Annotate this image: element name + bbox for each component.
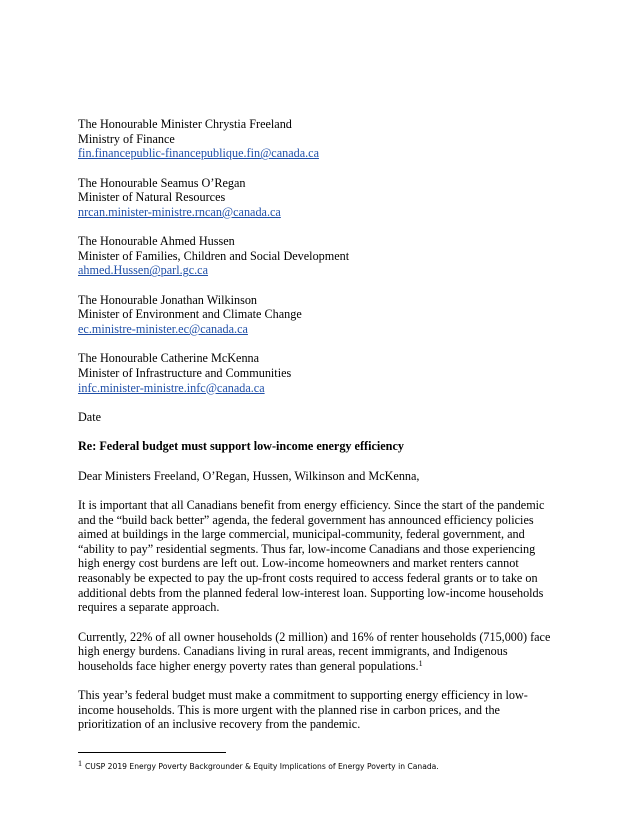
- recipient-email-link[interactable]: infc.minister-ministre.infc@canada.ca: [78, 380, 265, 395]
- date-line: Date: [78, 409, 102, 424]
- paragraph-line: high energy burdens. Canadians living in rural areas, recent immigrants, and Indigenous: [78, 644, 508, 659]
- paragraph-line: “ability to pay” residential segments. Thus far, low-income Canadians and those experiencing: [78, 541, 536, 556]
- footnote-marker: 1: [78, 759, 82, 768]
- footnote-text: CUSP 2019 Energy Poverty Backgrounder & Equity Implications of Energy Poverty in Canada.: [85, 762, 439, 771]
- salutation: Dear Ministers Freeland, O’Regan, Hussen, Wilkinson and McKenna,: [78, 468, 420, 483]
- paragraph-line: income households. This is more urgent with the planned rise in carbon prices, and the: [78, 702, 500, 717]
- paragraph-line: high energy cost burdens are left out. Low-income homeowners and market renters cannot: [78, 556, 519, 571]
- paragraph-line: This year’s federal budget must make a commitment to supporting energy efficiency in low-: [78, 688, 528, 703]
- letter-body: [78, 117, 568, 747]
- recipient-title: Minister of Natural Resources: [78, 190, 226, 205]
- recipient-title: Minister of Families, Children and Social Development: [78, 248, 350, 263]
- footnote-divider: [78, 752, 226, 753]
- paragraph-line: It is important that all Canadians benefit from energy efficiency. Since the start of the pandemic: [78, 498, 545, 513]
- paragraph-3: [78, 688, 568, 732]
- recipient-email-link[interactable]: ec.ministre-minister.ec@canada.ca: [78, 321, 248, 336]
- recipient-name: The Honourable Minister Chrystia Freeland: [78, 117, 292, 131]
- recipient-title: Minister of Infrastructure and Communities: [78, 365, 292, 380]
- recipient-name: The Honourable Catherine McKenna: [78, 351, 260, 366]
- footnote: [78, 759, 439, 772]
- paragraph-line-text: households face higher energy poverty rates than general populations.: [78, 658, 419, 673]
- recipient-name: The Honourable Ahmed Hussen: [78, 234, 235, 249]
- recipient-block-oregan: [78, 176, 568, 220]
- paragraph-line: aimed at buildings in the large commercial, municipal-community, federal government, and: [78, 527, 525, 542]
- paragraph-line: reasonably be expected to pay the up-front costs required to access federal grants or to take on: [78, 571, 538, 586]
- paragraph-line-with-footnote: [78, 659, 568, 674]
- recipient-block-wilkinson: [78, 293, 568, 337]
- recipient-block-mckenna: [78, 351, 568, 395]
- paragraph-line: prioritization of an inclusive recovery from the pandemic.: [78, 717, 361, 732]
- recipient-title: Minister of Environment and Climate Change: [78, 307, 302, 322]
- recipient-block-freeland: [78, 117, 568, 161]
- recipient-name: The Honourable Seamus O’Regan: [78, 175, 246, 190]
- footnote-reference[interactable]: 1: [418, 658, 423, 668]
- recipient-name: The Honourable Jonathan Wilkinson: [78, 292, 258, 307]
- paragraph-line: requires a separate approach.: [78, 600, 220, 615]
- paragraph-line: Currently, 22% of all owner households (2 million) and 16% of renter households (715,000) face: [78, 629, 551, 644]
- recipient-title: Ministry of Finance: [78, 131, 175, 146]
- recipient-email-link[interactable]: ahmed.Hussen@parl.gc.ca: [78, 263, 209, 278]
- paragraph-line: and the “build back better” agenda, the federal government has announced efficiency policies: [78, 512, 534, 527]
- paragraph-1: [78, 498, 568, 615]
- recipient-block-hussen: [78, 234, 568, 278]
- recipient-email-link[interactable]: fin.financepublic-financepublique.fin@canada.ca: [78, 146, 319, 161]
- paragraph-line: additional debts from the planned federal low-interest loan. Supporting low-income households: [78, 585, 544, 600]
- paragraph-2: [78, 630, 568, 674]
- recipient-email-link[interactable]: nrcan.minister-ministre.rncan@canada.ca: [78, 204, 281, 219]
- subject-line: Re: Federal budget must support low-income energy efficiency: [78, 439, 404, 454]
